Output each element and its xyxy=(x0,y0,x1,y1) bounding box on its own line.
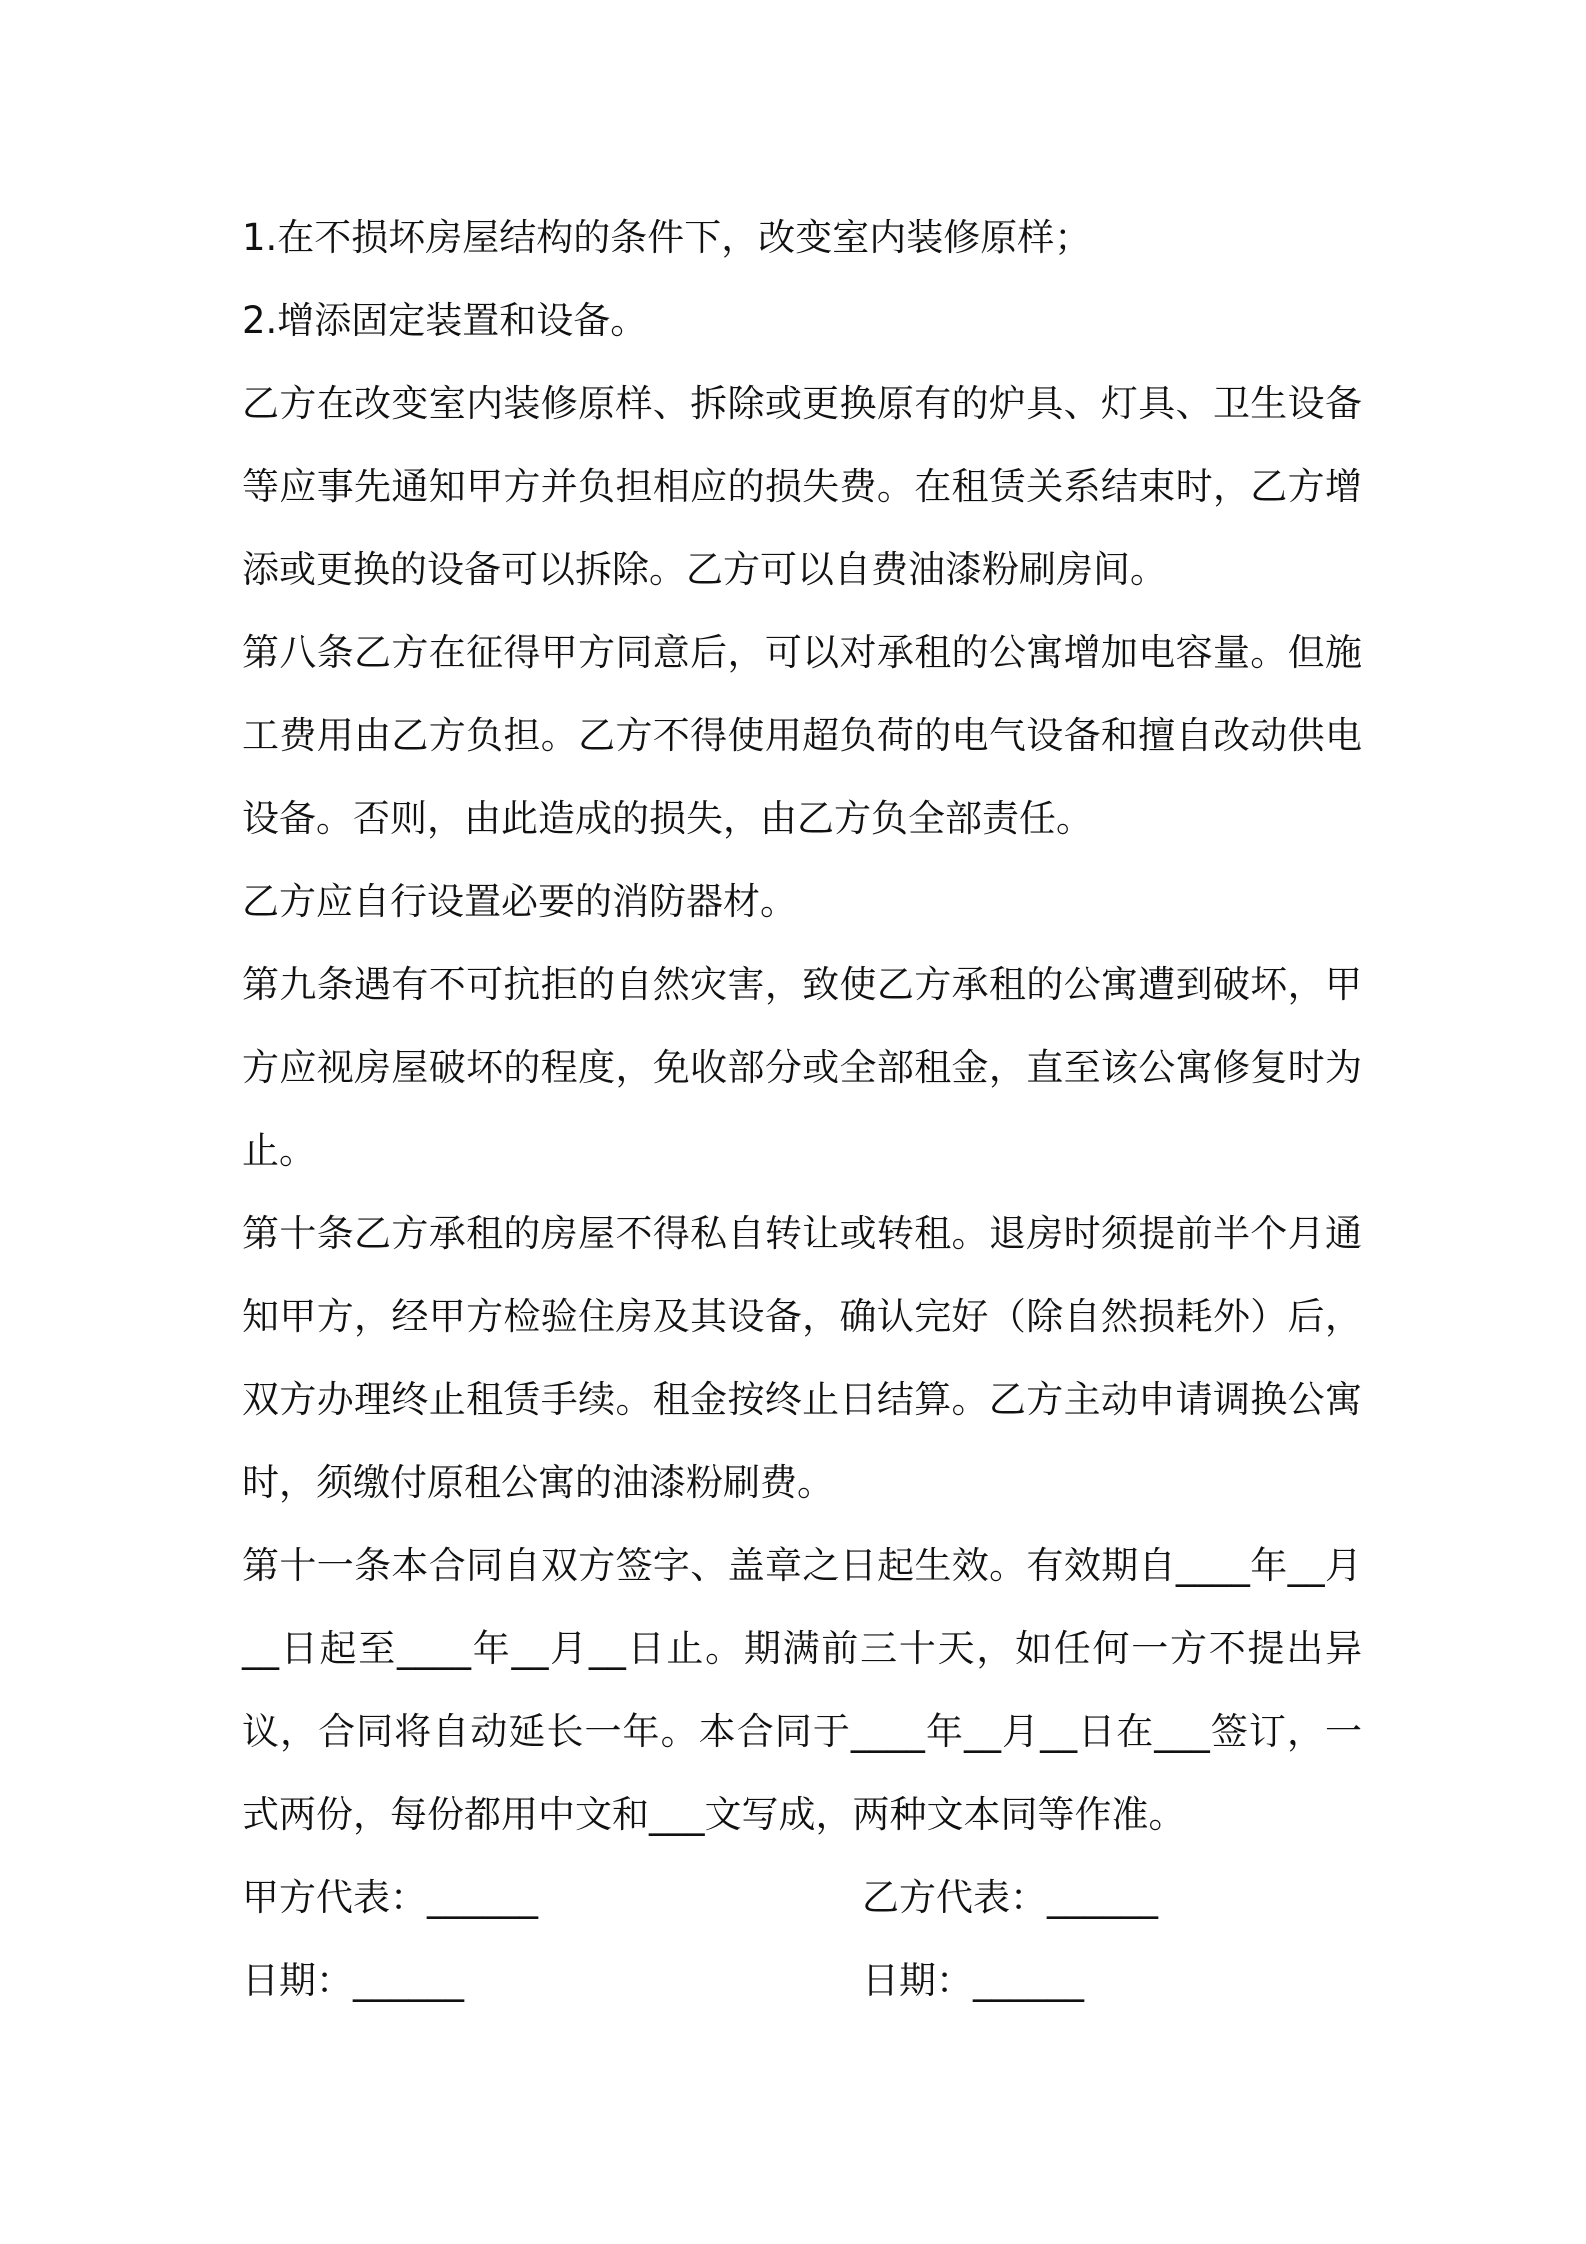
fire-equipment-paragraph: 乙方应自行设置必要的消防器材。 xyxy=(242,880,797,923)
party-a-date: 日期：______ xyxy=(242,1959,464,2002)
party-b-representative: 乙方代表：______ xyxy=(862,1876,1158,1919)
party-b-date: 日期：______ xyxy=(862,1959,1084,2002)
signature-row-representatives xyxy=(242,1856,1362,1939)
party-a-representative: 甲方代表：______ xyxy=(242,1876,538,1919)
renovation-paragraph: 乙方在改变室内装修原样、拆除或更换原有的炉具、灯具、卫生设备等应事先通知甲方并负担相应的损失费。在租赁关系结束时，乙方增添或更换的设备可以拆除。乙方可以自费油漆粉刷房间。 xyxy=(242,382,1362,591)
contract-body xyxy=(242,196,1362,2022)
clause-item-2: 2.增添固定装置和设备。 xyxy=(242,299,648,342)
clause-item-1: 1.在不损坏房屋结构的条件下，改变室内装修原样； xyxy=(242,216,1092,259)
article-11: 第十一条本合同自双方签字、盖章之日起生效。有效期自____年__月__日起至____年__月__日止。期满前三十天，如任何一方不提出异议，合同将自动延长一年。本合同于____年__月__日在___签订，一式两份，每份都用中文和___文写成，两种文本同等作准。 xyxy=(242,1544,1362,1836)
signature-row-dates xyxy=(242,1939,1362,2022)
article-8: 第八条乙方在征得甲方同意后，可以对承租的公寓增加电容量。但施工费用由乙方负担。乙方不得使用超负荷的电气设备和擅自改动供电设备。否则，由此造成的损失，由乙方负全部责任。 xyxy=(242,631,1362,840)
article-9: 第九条遇有不可抗拒的自然灾害，致使乙方承租的公寓遭到破坏，甲方应视房屋破坏的程度，免收部分或全部租金，直至该公寓修复时为止。 xyxy=(242,963,1362,1172)
article-10: 第十条乙方承租的房屋不得私自转让或转租。退房时须提前半个月通知甲方，经甲方检验住房及其设备，确认完好（除自然损耗外）后，双方办理终止租赁手续。租金按终止日结算。乙方主动申请调换公寓时，须缴付原租公寓的油漆粉刷费。 xyxy=(242,1212,1362,1504)
